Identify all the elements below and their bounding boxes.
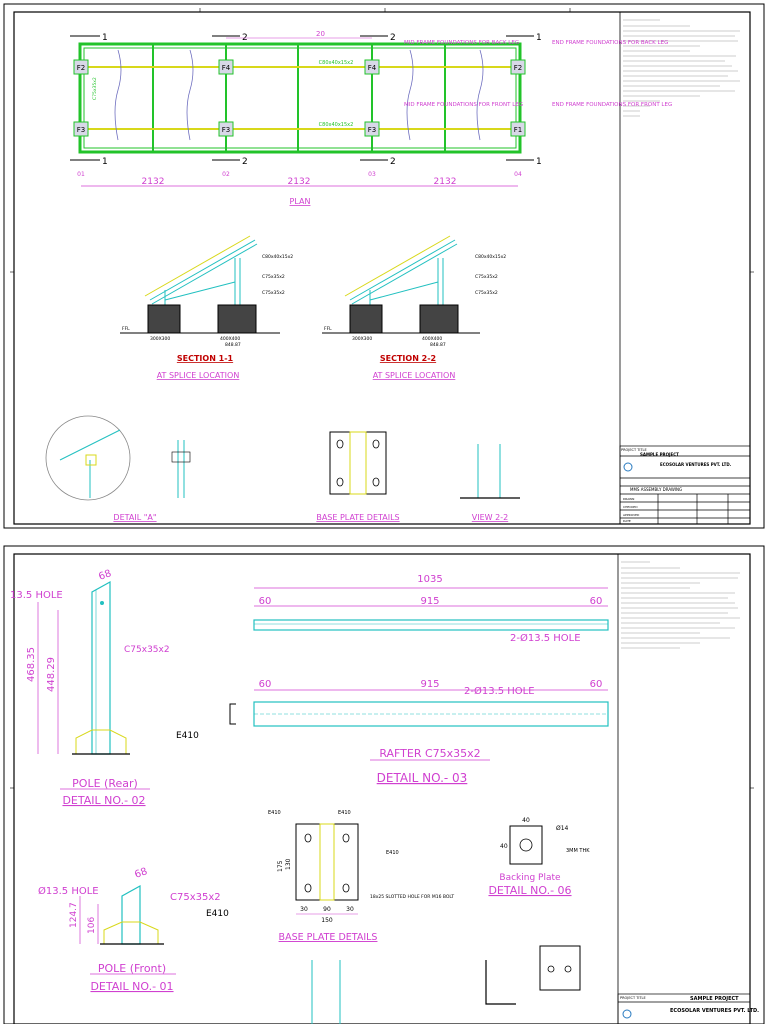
backing-plate-dim: 40 [500, 843, 508, 850]
plan-top-dim: 20 [316, 30, 325, 38]
pole-front-dim: 124.7 [69, 902, 79, 928]
section-mark: 1 [102, 157, 108, 167]
pole-front-hole: Ø13.5 HOLE [38, 886, 99, 897]
base-plate-dim: 30 [300, 906, 308, 913]
rafter-end: 60 [589, 679, 603, 690]
title-block [620, 446, 750, 524]
plan-dim: 2132 [433, 177, 457, 187]
section-mark: 1 [536, 157, 542, 167]
section-mark: 1 [536, 33, 542, 43]
pole-front-detail [38, 866, 229, 993]
foundation-label: F2 [513, 64, 523, 72]
base-plate-title: BASE PLATE DETAILS [316, 513, 400, 522]
detail-a-title: DETAIL "A" [113, 513, 157, 522]
project-title-label-2: PROJECT TITLE [620, 996, 646, 1000]
partial-details [312, 946, 580, 1024]
tb-row-approved: APPROVED [623, 513, 640, 517]
pole-rear-weld: E410 [176, 731, 199, 741]
section-2-subtitle: AT SPLICE LOCATION [372, 371, 456, 380]
section-label: C75x35x2 [475, 291, 498, 296]
company-logo-icon [623, 1010, 631, 1018]
section-mark: 2 [242, 33, 248, 43]
base-plate-dim: 150 [321, 917, 333, 924]
pole-rear-hole: 13.5 HOLE [10, 590, 63, 601]
base-plate-detail [268, 810, 454, 943]
rafter-overall: 1035 [417, 574, 443, 585]
section-label: 400X400 [422, 337, 443, 342]
drawing-sheet-2 [0, 542, 768, 1024]
pole-rear-angle: 68 [97, 568, 113, 583]
sheet-separator [0, 532, 768, 542]
rafter-title: RAFTER C75x35x2 [379, 747, 481, 760]
plan-note: MID FRAME FOUNDATIONS FOR FRONT LEG [404, 102, 524, 108]
plan-dim: 2132 [287, 177, 311, 187]
rafter-end: 60 [258, 679, 272, 690]
section-label: C80x40x15x2 [262, 255, 294, 260]
base-plate-weld: E410 [386, 850, 399, 856]
tb-row-checked: CHECKED [623, 505, 638, 509]
grid-label: 03 [368, 171, 376, 178]
detail-views [46, 416, 520, 522]
general-notes-2 [618, 554, 740, 1024]
section-1-title: SECTION 1-1 [176, 354, 234, 363]
tb-row-date: DATE [623, 519, 631, 523]
view-2-2-title: VIEW 2-2 [471, 513, 509, 522]
section-label: 300X300 [352, 337, 373, 342]
rafter-end: 60 [589, 596, 603, 607]
pole-rear-title: POLE (Rear) [72, 777, 138, 790]
pole-front-section: C75x35x2 [170, 892, 221, 903]
plan-note: END FRAME FOUNDATIONS FOR FRONT LEG [552, 102, 673, 108]
backing-plate-dim: 40 [522, 817, 530, 824]
backing-plate-detail-no: DETAIL NO.- 06 [488, 884, 572, 897]
section-label: 848.87 [430, 343, 446, 348]
base-plate-dim: 90 [323, 906, 331, 913]
drawing-title: MMS ASSEMBLY DRAWING [630, 487, 683, 492]
base-plate-weld: E410 [268, 810, 281, 816]
pole-front-detail-no: DETAIL NO.- 01 [90, 980, 174, 993]
project-title-label: PROJECT TITLE [621, 448, 647, 452]
backing-plate-thk: 3MM THK [566, 848, 590, 854]
foundation-label: F4 [367, 64, 377, 72]
rafter-detail [230, 574, 608, 785]
plan-note: MID FRAME FOUNDATIONS FOR BACK LEG [404, 40, 520, 46]
pole-rear-dim: 468.35 [26, 647, 37, 682]
backing-plate-detail [488, 817, 590, 897]
grid-label: 04 [514, 171, 522, 178]
company-name-2: ECOSOLAR VENTURES PVT. LTD. [670, 1008, 760, 1014]
section-mark: 2 [390, 33, 396, 43]
base-plate-note: 18x25 SLOTTED HOLE FOR M16 BOLT [370, 895, 455, 900]
base-plate-title-2: BASE PLATE DETAILS [278, 932, 378, 943]
section-2-title: SECTION 2-2 [379, 354, 437, 363]
purlin-top-label: C80x40x15x2 [318, 60, 354, 66]
plan-note: END FRAME FOUNDATIONS FOR BACK LEG [552, 40, 669, 46]
tb-row-drawn: DRAWN [623, 497, 635, 501]
rafter-detail-no: DETAIL NO.- 03 [376, 771, 468, 785]
section-label: FFL [122, 327, 130, 332]
backing-plate-hole: Ø14 [556, 825, 569, 832]
section-label: C75x35x2 [262, 291, 285, 296]
base-plate-dim: 30 [346, 906, 354, 913]
pole-rear-section: C75x35x2 [124, 645, 170, 655]
company-logo-icon [624, 463, 632, 471]
company-name: ECOSOLAR VENTURES PVT. LTD. [660, 462, 732, 467]
foundation-label: F1 [513, 126, 523, 134]
plan-view [70, 30, 672, 206]
pole-front-dim: 106 [87, 916, 97, 934]
purlin-bottom-label: C80x40x15x2 [318, 122, 354, 128]
foundation-label: F3 [221, 126, 231, 134]
pole-front-title: POLE (Front) [97, 962, 167, 975]
section-views [120, 236, 506, 380]
rafter-inner: 915 [420, 596, 440, 607]
rafter-holes: 2-Ø13.5 HOLE [510, 633, 581, 644]
section-1-subtitle: AT SPLICE LOCATION [156, 371, 240, 380]
plan-title: PLAN [289, 197, 311, 206]
rafter-end: 60 [258, 596, 272, 607]
section-mark: 1 [102, 33, 108, 43]
foundation-label: F4 [221, 64, 231, 72]
pole-front-weld: E410 [206, 909, 229, 919]
rafter-holes-2: 2-Ø13.5 HOLE [464, 686, 535, 697]
grid-label: 01 [77, 171, 85, 178]
base-plate-weld: E410 [338, 810, 351, 816]
base-plate-dim: 175 [277, 860, 284, 872]
section-label: C75x35x2 [262, 275, 285, 280]
section-label: C75x35x2 [475, 275, 498, 280]
grid-label: 02 [222, 171, 230, 178]
foundation-label: F3 [367, 126, 377, 134]
foundation-label: F2 [76, 64, 86, 72]
backing-plate-title: Backing Plate [499, 873, 561, 883]
section-label: C80x40x15x2 [475, 255, 507, 260]
pole-rear-dim: 448.29 [46, 657, 57, 692]
pole-front-angle: 68 [133, 866, 149, 881]
project-name-2: SAMPLE PROJECT [690, 996, 739, 1002]
sheet-2-canvas [0, 542, 768, 1024]
vertical-member-label: C75x35x2 [93, 77, 98, 100]
pole-rear-detail-no: DETAIL NO.- 02 [62, 794, 146, 807]
base-plate-dim: 130 [285, 858, 292, 870]
section-label: 300X300 [150, 337, 171, 342]
foundation-label: F3 [76, 126, 86, 134]
project-name: SAMPLE PROJECT [640, 452, 679, 457]
pole-rear-detail [10, 568, 199, 807]
rafter-inner-2: 915 [420, 679, 440, 690]
section-label: FFL [324, 327, 332, 332]
section-label: 848.87 [225, 343, 241, 348]
plan-dim: 2132 [141, 177, 165, 187]
section-label: 400X400 [220, 337, 241, 342]
section-mark: 2 [242, 157, 248, 167]
section-mark: 2 [390, 157, 396, 167]
